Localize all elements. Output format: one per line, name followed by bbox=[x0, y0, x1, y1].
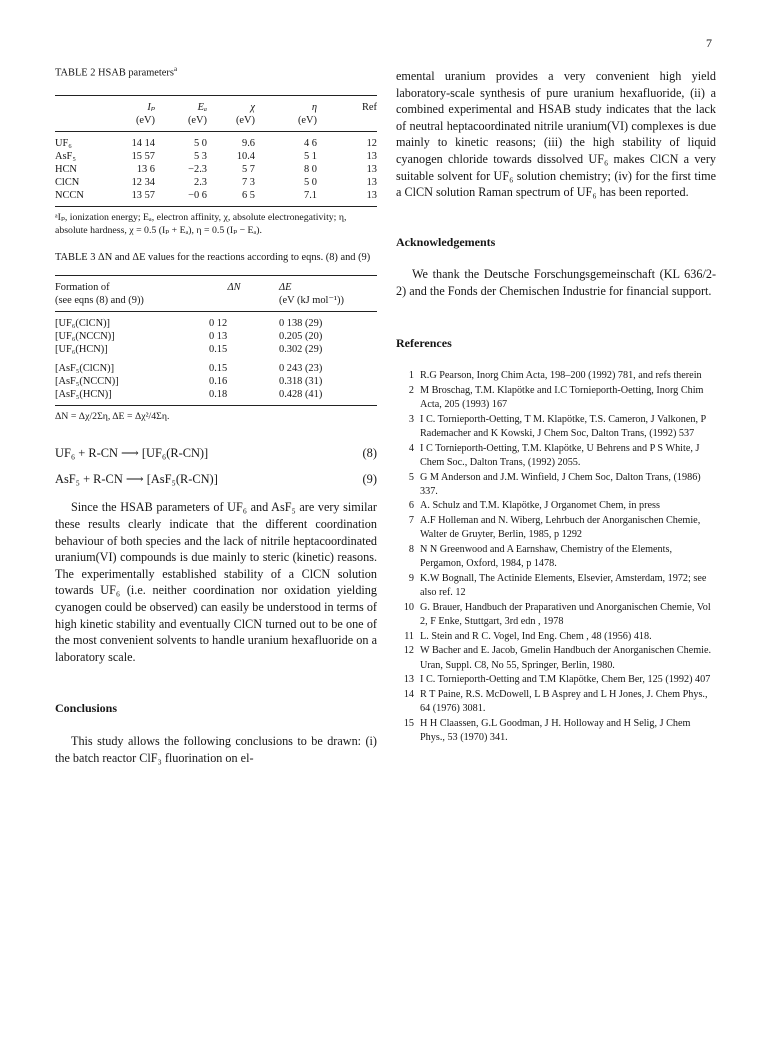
table2-caption-text: TABLE 2 HSAB parameters bbox=[55, 67, 174, 79]
acknowledgements-heading: Acknowledgements bbox=[396, 234, 496, 249]
table-cell: 13 bbox=[366, 176, 377, 188]
conclusions-heading: Conclusions bbox=[55, 701, 118, 716]
list-item bbox=[396, 442, 716, 471]
reference-text: I C. Tornieporth-Oetting and T.M Klapötke, Chem Ber, 125 (1992) 407 bbox=[420, 674, 711, 686]
conclusions-paragraph: This study allows the following conclusions to be drawn: (i) the batch reactor ClF₃ fluorination on el- bbox=[55, 734, 377, 765]
table2-header-symbols bbox=[55, 101, 377, 114]
table-cell: 0.205 (20) bbox=[279, 331, 323, 342]
table2-header-cell bbox=[255, 101, 317, 114]
table-row bbox=[55, 189, 377, 207]
table2-header-unit: (eV) bbox=[207, 114, 255, 132]
body-paragraph: Since the HSAB parameters of UF₆ and AsF₅ are very similar these results clearly indicate that the different coordination behaviour of both species and the lack of nitrile heptacoordinated uranium(VI) compounds is due mainly to steric (kinetic) reasons. The experimentally established stability of a ClCN solution towards UF₆ (i.e. neither coordination nor oxidation yielding cyanogen could be observed) can easily be understood in terms of high kinetic stability and eventually ClCN turned out to be one of the most convenient solvents to handle uranium hexafluoride on a laboratory scale. bbox=[55, 500, 377, 664]
table-cell: 5 0 bbox=[194, 137, 207, 149]
table-cell: −2.3 bbox=[188, 163, 207, 175]
table-cell: [AsF₅(ClCN)] bbox=[55, 363, 115, 374]
table-cell: 13 bbox=[366, 163, 377, 175]
reference-number: 11 bbox=[404, 630, 414, 642]
table-cell: UF₆ bbox=[55, 137, 72, 149]
table-cell: 0.302 (29) bbox=[279, 344, 323, 355]
table2-header-sym: η bbox=[311, 101, 317, 113]
table3-header-cell: (eV (kJ mol⁻¹)) bbox=[259, 294, 377, 312]
table-row bbox=[55, 176, 377, 189]
table-cell: 13 6 bbox=[136, 163, 155, 175]
table-cell: 13 bbox=[366, 150, 377, 162]
table-row bbox=[55, 150, 377, 163]
reference-number: 8 bbox=[408, 543, 414, 555]
reference-text: R T Paine, R.S. McDowell, L B Asprey and L H Jones, J. Chem Phys., 64 (1976) 3081. bbox=[420, 688, 708, 715]
reference-number: 1 bbox=[408, 370, 414, 382]
table-cell: [UF₆(ClCN)] bbox=[55, 318, 110, 329]
table-cell: 14 14 bbox=[131, 137, 155, 149]
table-cell: 9.6 bbox=[242, 137, 255, 149]
reference-text: I C Tornieporth-Oetting, T.M. Klapötke, U Behrens and P S White, J Chem Soc., Dalton Trans, (1992) 2055. bbox=[420, 442, 700, 469]
reference-number: 12 bbox=[403, 645, 414, 657]
table-cell: 15 57 bbox=[131, 150, 155, 162]
reference-text: H H Claassen, G.L Goodman, J H. Holloway and H Selig, J Chem Phys., 53 (1970) 341. bbox=[420, 717, 691, 744]
references-heading: References bbox=[396, 335, 452, 350]
reference-number: 9 bbox=[408, 572, 414, 584]
table-cell: 2.3 bbox=[194, 176, 207, 188]
conclusions-continued-paragraph: emental uranium provides a very convenient high yield laboratory-scale synthesis of pure uranium hexafluoride, (ii) a combined experimental and HSAB study indicates that the lack of neutral heptacoordinated nitrile uranium(VI) complexes is due mainly to kinetic reasons; (iii) the high stability of liquid cyanogen chloride towards dissolved UF₆ makes ClCN a very suitable solvent for UF₆ solution chemistry; (iv) for the first time a ClCN solution Raman spectrum of UF₆ has been reported. bbox=[396, 69, 716, 200]
table3-header-cell bbox=[259, 281, 377, 294]
reference-number: 2 bbox=[408, 384, 414, 396]
table2-header-cell bbox=[55, 101, 113, 114]
table-row bbox=[55, 312, 377, 331]
table-cell: 12 bbox=[366, 137, 377, 149]
reference-number: 14 bbox=[403, 688, 414, 700]
table3-header-cell bbox=[209, 281, 259, 294]
left-column bbox=[55, 65, 377, 766]
reference-number: 7 bbox=[408, 514, 414, 526]
table-cell: 0.428 (41) bbox=[259, 388, 377, 406]
table3-header-sym: ΔE bbox=[279, 282, 292, 293]
table-cell: 5 7 bbox=[242, 163, 255, 175]
table2-caption bbox=[55, 65, 377, 81]
reference-number: 4 bbox=[408, 442, 414, 454]
list-item bbox=[396, 688, 716, 717]
table3-footnote: ΔN = Δχ/2Ση, ΔE = Δχ²/4Ση. bbox=[55, 411, 170, 422]
table3-header-cell bbox=[209, 294, 259, 312]
table-row bbox=[55, 330, 377, 343]
table-cell: NCCN bbox=[55, 189, 113, 207]
table-cell: 0 243 (23) bbox=[279, 363, 323, 374]
reference-text: W Bacher and E. Jacob, Gmelin Handbuch der Anorganischen Chemie. Uran, Suppl. C8, No 55, Springer, Berlin, 1980. bbox=[420, 645, 712, 671]
table2-header-cell: Ref bbox=[361, 101, 377, 113]
reference-text: M Broschag, T.M. Klapötke and I.C Tornieporth-Oetting, Inorg Chim Acta, 205 (1993) 167 bbox=[420, 384, 704, 411]
list-item bbox=[396, 630, 716, 644]
list-item bbox=[396, 572, 716, 601]
table-row bbox=[55, 388, 377, 406]
reference-number: 6 bbox=[408, 500, 414, 512]
reference-number: 10 bbox=[403, 601, 414, 613]
table2-header-cell bbox=[155, 101, 207, 114]
table-cell: 5 1 bbox=[304, 150, 317, 162]
equation bbox=[55, 471, 377, 487]
table-cell: 0.15 bbox=[209, 344, 228, 355]
table2-header-cell bbox=[207, 101, 255, 114]
table2-header-sym: Iₚ bbox=[147, 101, 155, 113]
table3 bbox=[55, 275, 377, 406]
table-cell: 13 57 bbox=[113, 189, 155, 207]
table2-footnote: ᵃIₚ, ionization energy; Eₐ, electron affinity, χ, absolute electronegativity; η, absolute hardness, χ = 0.5 (Iₚ + Eₐ), η = 0.5 (Iₚ − Eₐ). bbox=[55, 211, 347, 236]
table3-header-cell: Formation of bbox=[55, 282, 110, 293]
table-cell: ClCN bbox=[55, 176, 80, 188]
table-cell: 0.16 bbox=[209, 376, 228, 387]
reference-text: A.F Holleman and N. Wiberg, Lehrbuch der Anorganischen Chemie, Walter de Gruyter, Berlin, 1985, p 1292 bbox=[420, 514, 701, 541]
table-cell: 5 3 bbox=[194, 150, 207, 162]
list-item bbox=[396, 644, 716, 673]
reference-text: I C. Tornieporth-Oetting, T M. Klapötke, T.S. Cameron, J Valkonen, P Rademacher and K Kowski, J Chem Soc, Dalton Trans, (1992) 537 bbox=[420, 413, 706, 440]
table-row bbox=[55, 356, 377, 375]
table2-header-unit: (eV) bbox=[155, 114, 207, 132]
reference-number: 13 bbox=[403, 674, 414, 686]
reference-text: R.G Pearson, Inorg Chim Acta, 198–200 (1992) 781, and refs therein bbox=[420, 370, 702, 382]
list-item bbox=[396, 543, 716, 572]
table-cell: [AsF₅(NCCN)] bbox=[55, 376, 119, 387]
table-cell: 6 5 bbox=[207, 189, 255, 207]
table2-header-unit: (eV) bbox=[255, 114, 317, 132]
table-cell: 7 3 bbox=[242, 176, 255, 188]
table-cell: 5 0 bbox=[304, 176, 317, 188]
table-row bbox=[55, 163, 377, 176]
list-item bbox=[396, 514, 716, 543]
table3-header-cell: (see eqns (8) and (9)) bbox=[55, 294, 209, 312]
right-column bbox=[396, 68, 716, 746]
table2-header-unit bbox=[317, 114, 377, 132]
reference-number: 5 bbox=[408, 471, 414, 483]
table-row bbox=[55, 343, 377, 356]
table-cell: HCN bbox=[55, 163, 77, 175]
equation-text: AsF₅ + R-CN ⟶ [AsF₅(R-CN)] bbox=[55, 472, 218, 487]
table-cell: 0 138 (29) bbox=[279, 318, 323, 329]
equation-text: UF₆ + R-CN ⟶ [UF₆(R-CN)] bbox=[55, 446, 209, 461]
table2-header-unit bbox=[55, 114, 113, 132]
table-row bbox=[55, 375, 377, 388]
table-cell: 0.15 bbox=[209, 363, 228, 374]
list-item bbox=[396, 499, 716, 513]
page-number: 7 bbox=[706, 36, 712, 50]
equation-number: (9) bbox=[362, 472, 377, 487]
reference-text: N N Greenwood and A Earnshaw, Chemistry of the Elements, Pergamon, Oxford, 1984, p 1478. bbox=[420, 543, 672, 570]
list-item bbox=[396, 601, 716, 630]
table2-header-unit: (eV) bbox=[113, 114, 155, 132]
table-cell: −0 6 bbox=[155, 189, 207, 207]
table3-caption: TABLE 3 ΔN and ΔE values for the reactions according to eqns. (8) and (9) bbox=[55, 251, 371, 263]
table-cell: 7.1 bbox=[255, 189, 317, 207]
table-cell: 12 34 bbox=[131, 176, 155, 188]
table-cell: 0.318 (31) bbox=[279, 376, 323, 387]
list-item bbox=[396, 673, 716, 687]
table-row bbox=[55, 131, 377, 150]
reference-text: L. Stein and R C. Vogel, Ind Eng. Chem , 48 (1956) 418. bbox=[420, 630, 652, 642]
reference-text: G. Brauer, Handbuch der Praparativen und Anorganischen Chemie, Vol 2, F Enke, Stuttgart, 3rd edn , 1978 bbox=[420, 601, 711, 628]
table2-header-sym: Eₐ bbox=[197, 101, 207, 113]
reference-text: G M Anderson and J.M. Winfield, J Chem Soc, Dalton Trans, (1986) 337. bbox=[420, 471, 701, 497]
table2-header-sym: χ bbox=[250, 101, 255, 113]
table-cell: 10.4 bbox=[236, 150, 255, 162]
list-item bbox=[396, 413, 716, 442]
list-item bbox=[396, 471, 716, 500]
reference-number: 3 bbox=[408, 413, 414, 425]
equation-number: (8) bbox=[362, 446, 377, 461]
table2-header-units bbox=[55, 114, 377, 132]
list-item bbox=[396, 369, 716, 383]
acknowledgements-paragraph: We thank the Deutsche Forschungsgemeinschaft (KL 636/2-2) and the Fonds der Chemischen Industrie for financial support. bbox=[396, 267, 716, 298]
table-cell: 0.18 bbox=[209, 388, 259, 406]
table2-header-cell bbox=[113, 101, 155, 114]
table2-caption-footnote-mark: a bbox=[173, 65, 178, 73]
table-cell: 8 0 bbox=[304, 163, 317, 175]
table3-header-row1 bbox=[55, 281, 377, 294]
list-item bbox=[396, 384, 716, 413]
table-cell: 4 6 bbox=[304, 137, 317, 149]
table3-header-sym: ΔN bbox=[227, 282, 241, 293]
reference-list bbox=[396, 369, 716, 746]
equation bbox=[55, 445, 377, 461]
reference-number: 15 bbox=[403, 717, 414, 729]
table3-header-row2 bbox=[55, 294, 377, 312]
table-cell: AsF₅ bbox=[55, 150, 76, 162]
table-cell: 0 12 bbox=[209, 318, 228, 329]
equation-block bbox=[55, 445, 377, 487]
table-cell: 13 bbox=[317, 189, 377, 207]
reference-text: A. Schulz and T.M. Klapötke, J Organomet Chem, in press bbox=[420, 500, 660, 512]
list-item bbox=[396, 717, 716, 746]
table-cell: [UF₆(NCCN)] bbox=[55, 331, 115, 342]
reference-text: K.W Bognall, The Actinide Elements, Elsevier, Amsterdam, 1972; see also ref. 12 bbox=[420, 572, 707, 599]
table-cell: [UF₆(HCN)] bbox=[55, 344, 108, 355]
table-cell: [AsF₅(HCN)] bbox=[55, 388, 209, 406]
table2 bbox=[55, 95, 377, 207]
table-cell: 0 13 bbox=[209, 331, 228, 342]
